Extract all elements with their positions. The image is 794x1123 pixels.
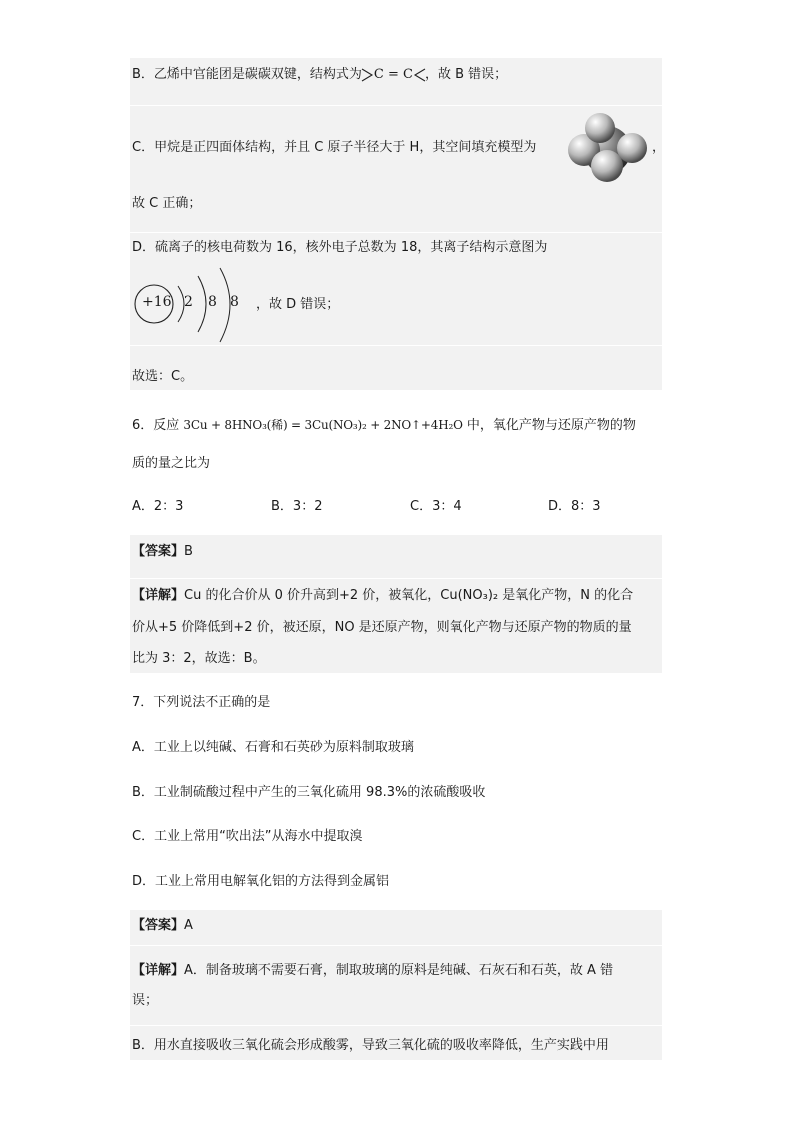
q6-detail-line1 [132,587,633,605]
q6-stem-suffix: 中，氧化产物与还原产物的物 [462,418,636,433]
panel-divider [130,578,662,579]
q6-detail-label: 【详解】 [132,588,185,603]
q5-d-after: ，故 D 错误； [256,297,340,312]
q7-detail-text: A．制备玻璃不需要石膏，制取玻璃的原料是纯碱、石灰石和石英，故 A 错 [184,963,614,978]
q5-choice: 故选：C。 [132,369,194,384]
methane-space-filling-model-icon [562,110,652,186]
q6-reaction-equation: 3Cu + 8HNO₃(稀) = 3Cu(NO₃)₂ + 2NO↑+4H₂O [183,418,463,432]
shell-3-count: 8 [230,294,239,310]
q7-option-c[interactable]: C．工业上常用“吹出法”从海水中提取溴 [132,829,363,844]
q7-answer-label: 【答案】 [132,918,185,933]
q5-explain-d: D．硫离子的核电荷数为 16，核外电子总数为 18，其离子结构示意图为 [132,240,548,255]
q6-option-c[interactable]: C．3：4 [410,499,462,514]
q6-answer-label: 【答案】 [132,544,185,559]
panel-divider [130,232,662,233]
q5-explain-c-line2: 故 C 正确； [132,196,202,211]
q7-option-b[interactable]: B．工业制硫酸过程中产生的三氧化硫用 98.3%的浓硫酸吸收 [132,785,486,800]
q6-detail-text: Cu 的化合价从 0 价升高到+2 价，被氧化，Cu(NO₃)₂ 是氧化产物，N 的化合 [184,588,634,603]
q6-answer [132,543,193,561]
bond-left-icon [360,67,374,83]
shell-2-count: 8 [208,294,217,310]
q7-detail-line1 [132,962,613,980]
q6-answer-value: B [184,544,193,559]
q6-stem-line2: 质的量之比为 [132,456,211,471]
q7-answer-value: A [184,918,193,933]
shell-1-count: 2 [184,294,193,310]
q5-explain-b [132,66,507,84]
q5-b-text: B．乙烯中官能团是碳碳双键，结构式为 [132,67,362,82]
q5-c-text: C．甲烷是正四面体结构，并且 C 原子半径大于 H，其空间填充模型为 [132,140,537,155]
q6-stem [132,416,636,435]
q5-b-after: ，故 B 错误； [424,67,508,82]
q6-detail-line2: 价从+5 价降低到+2 价，被还原，NO 是还原产物，则氧化产物与还原产物的物质的量 [132,620,632,635]
panel-divider [130,945,662,946]
ethylene-formula: C = C [373,67,413,82]
q6-option-b[interactable]: B．3：2 [271,499,323,514]
q6-option-d[interactable]: D．8：3 [548,499,601,514]
q5-explain-c [132,139,536,157]
q5-c-comma: ， [652,140,666,155]
nucleus-charge: +16 [142,294,172,310]
sulfide-ion-diagram [132,262,252,346]
q7-option-a[interactable]: A．工业上以纯碱、石膏和石英砂为原料制取玻璃 [132,740,414,755]
q6-detail-line3: 比为 3：2，故选：B。 [132,651,266,666]
q7-detail-line2: 误； [132,993,159,1008]
q7-option-d[interactable]: D．工业上常用电解氧化铝的方法得到金属铝 [132,874,390,889]
q7-answer [132,917,193,935]
q7-stem: 7．下列说法不正确的是 [132,695,271,710]
q6-option-a[interactable]: A．2：3 [132,499,184,514]
panel-divider [130,105,662,106]
bond-right-icon [413,67,427,83]
q7-detail-line3: B．用水直接吸收三氧化硫会形成酸雾，导致三氧化硫的吸收率降低，生产实践中用 [132,1038,609,1053]
q7-detail-label: 【详解】 [132,963,185,978]
q6-stem-prefix: 6．反应 [132,418,184,433]
panel-divider [130,1025,662,1026]
ethylene-structure [362,66,425,84]
